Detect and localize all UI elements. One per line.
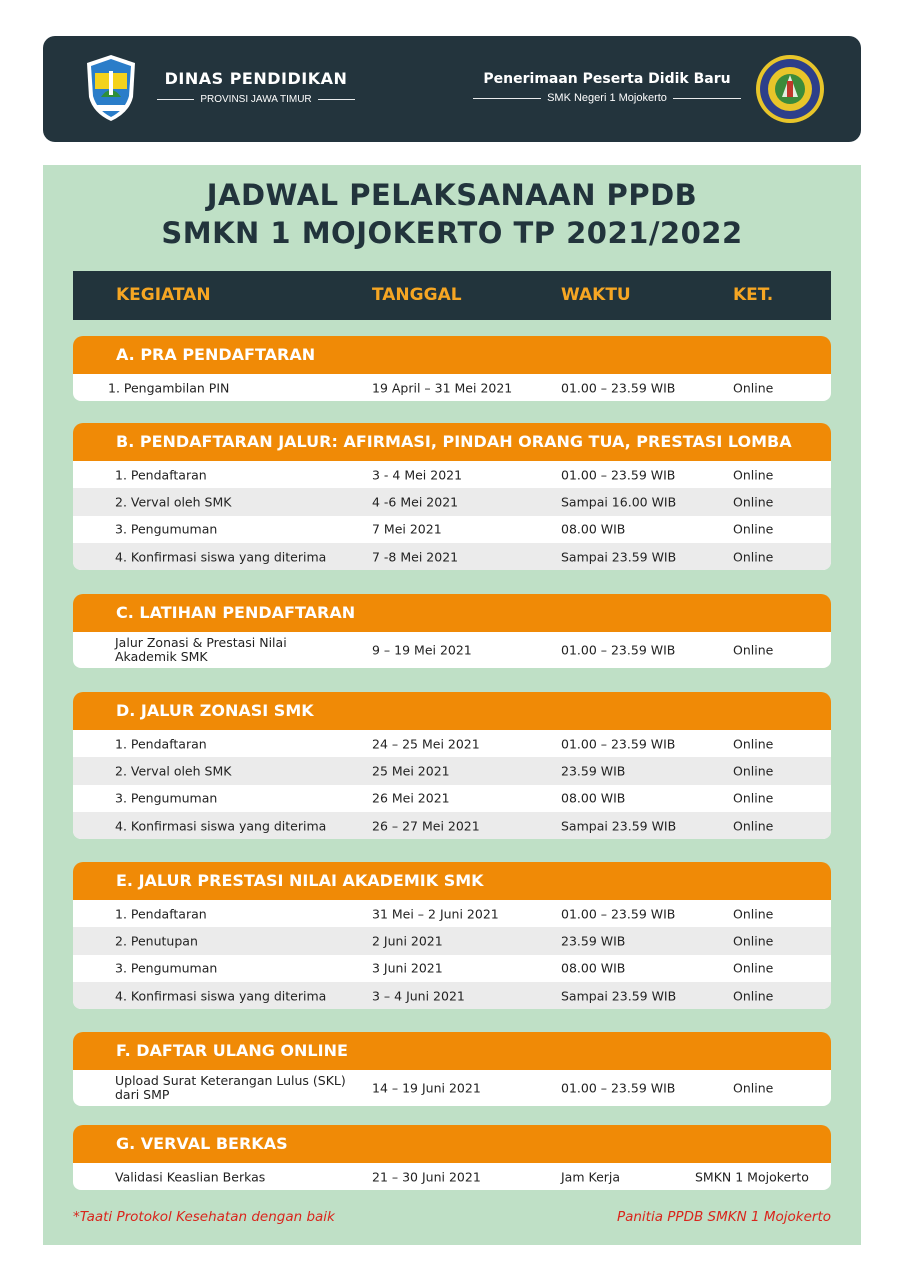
section-title: A. PRA PENDAFTARAN: [73, 336, 831, 374]
table-row: 1. Pengambilan PIN 19 April – 31 Mei 2021 01.00 – 23.59 WIB Online: [108, 380, 774, 396]
table-row: Jalur Zonasi & Prestasi Nilai Akademik SMK 9 – 19 Mei 2021 01.00 – 23.59 WIB Online: [115, 635, 774, 664]
table-row: 1. Pendaftaran 3 - 4 Mei 2021 01.00 – 23.59 WIB Online: [115, 467, 774, 483]
dinas-brand: [157, 69, 355, 105]
section-title: C. LATIHAN PENDAFTARAN: [73, 594, 831, 632]
table-row: 4. Konfirmasi siswa yang diterima 3 – 4 Juni 2021 Sampai 23.59 WIB Online: [73, 982, 831, 1009]
table-row: 2. Penutupan 2 Juni 2021 23.59 WIB Online: [73, 927, 831, 954]
table-row: 4. Konfirmasi siswa yang diterima 7 -8 Mei 2021 Sampai 23.59 WIB Online: [73, 543, 831, 570]
section-title: E. JALUR PRESTASI NILAI AKADEMIK SMK: [73, 862, 831, 900]
dinas-subtitle: PROVINSI JAWA TIMUR: [200, 94, 312, 105]
section-title: G. VERVAL BERKAS: [73, 1125, 831, 1163]
section-title: B. PENDAFTARAN JALUR: AFIRMASI, PINDAH ORANG TUA, PRESTASI LOMBA: [73, 423, 831, 461]
table-row: 3. Pengumuman 3 Juni 2021 08.00 WIB Online: [115, 960, 774, 976]
section-title: F. DAFTAR ULANG ONLINE: [73, 1032, 831, 1070]
table-row: 4. Konfirmasi siswa yang diterima 26 – 27 Mei 2021 Sampai 23.59 WIB Online: [73, 812, 831, 839]
table-row: 2. Verval oleh SMK 4 -6 Mei 2021 Sampai 16.00 WIB Online: [73, 488, 831, 515]
dinas-title: DINAS PENDIDIKAN: [164, 69, 348, 88]
section-pra-pendaftaran: [73, 336, 831, 401]
table-row: Validasi Keaslian Berkas 21 – 30 Juni 2021 Jam Kerja SMKN 1 Mojokerto: [115, 1169, 809, 1185]
footer-committee: Panitia PPDB SMKN 1 Mojokerto: [616, 1209, 831, 1225]
table-row: Upload Surat Keterangan Lulus (SKL) dari SMP 14 – 19 Juni 2021 01.00 – 23.59 WIB Online: [115, 1073, 774, 1102]
table-row: 3. Pengumuman 26 Mei 2021 08.00 WIB Online: [115, 790, 774, 806]
section-latihan-pendaftaran: [73, 594, 831, 668]
column-tanggal: TANGGAL: [372, 285, 462, 305]
ppdb-brand: [473, 71, 741, 104]
header-banner: [43, 36, 861, 142]
section-title: D. JALUR ZONASI SMK: [73, 692, 831, 730]
column-header-bar: [73, 271, 831, 320]
ppdb-subtitle: SMK Negeri 1 Mojokerto: [547, 92, 667, 104]
page-title: JADWAL PELAKSANAAN PPDB SMKN 1 MOJOKERTO TP 2021/2022: [161, 178, 743, 250]
section-jalur-prestasi: [73, 862, 831, 1009]
section-daftar-ulang: [73, 1032, 831, 1106]
column-waktu: WAKTU: [561, 285, 631, 305]
column-ket: KET.: [733, 285, 774, 305]
ppdb-title: Penerimaan Peserta Didik Baru: [483, 71, 731, 87]
jawa-timur-emblem-icon: [83, 53, 139, 123]
table-row: 1. Pendaftaran 24 – 25 Mei 2021 01.00 – 23.59 WIB Online: [115, 736, 774, 752]
section-jalur-zonasi: [73, 692, 831, 839]
section-jalur-afirmasi: [73, 423, 831, 570]
column-kegiatan: KEGIATAN: [116, 285, 211, 305]
table-row: 3. Pengumuman 7 Mei 2021 08.00 WIB Online: [115, 521, 774, 537]
section-verval-berkas: [73, 1125, 831, 1190]
school-logo-icon: [754, 53, 826, 125]
footer-note: *Taati Protokol Kesehatan dengan baik: [73, 1209, 335, 1225]
table-row: 2. Verval oleh SMK 25 Mei 2021 23.59 WIB Online: [73, 757, 831, 784]
table-row: 1. Pendaftaran 31 Mei – 2 Juni 2021 01.00 – 23.59 WIB Online: [115, 906, 774, 922]
